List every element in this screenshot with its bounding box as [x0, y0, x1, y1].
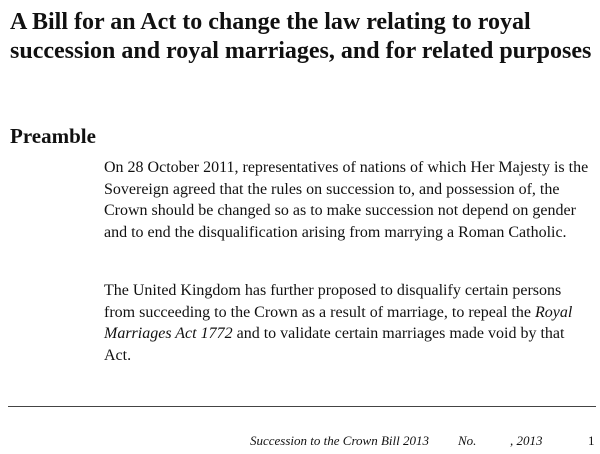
preamble-paragraph-2 — [104, 280, 594, 366]
footer-bill-title: Succession to the Crown Bill 2013 — [250, 433, 429, 448]
footer-year: , 2013 — [510, 433, 543, 448]
footer-divider — [8, 406, 596, 407]
preamble-paragraph-1: On 28 October 2011, representatives of nations of which Her Majesty is the Sovereign agreed that the rules on succession to, and possession of, the Crown should be changed so as to make succession not depend on gender and to end the disqualification arising from marrying a Roman Catholic. — [104, 159, 589, 241]
paragraph-2-text-end: and to validate certain marriages made void by that Act. — [104, 325, 565, 364]
footer-number-label: No. — [458, 433, 477, 448]
footer-page-number: 1 — [588, 433, 595, 448]
paragraph-2-text-start: The United Kingdom has further proposed to disqualify certain persons from succeeding to the Crown as a result of marriage, to repeal the — [104, 282, 562, 321]
bill-title: A Bill for an Act to change the law relating to royal succession and royal marriages, and for related purposes — [10, 9, 592, 64]
royal-marriages-act-reference: Royal Marriages Act 1772 — [104, 303, 573, 342]
preamble-heading: Preamble — [10, 124, 96, 148]
